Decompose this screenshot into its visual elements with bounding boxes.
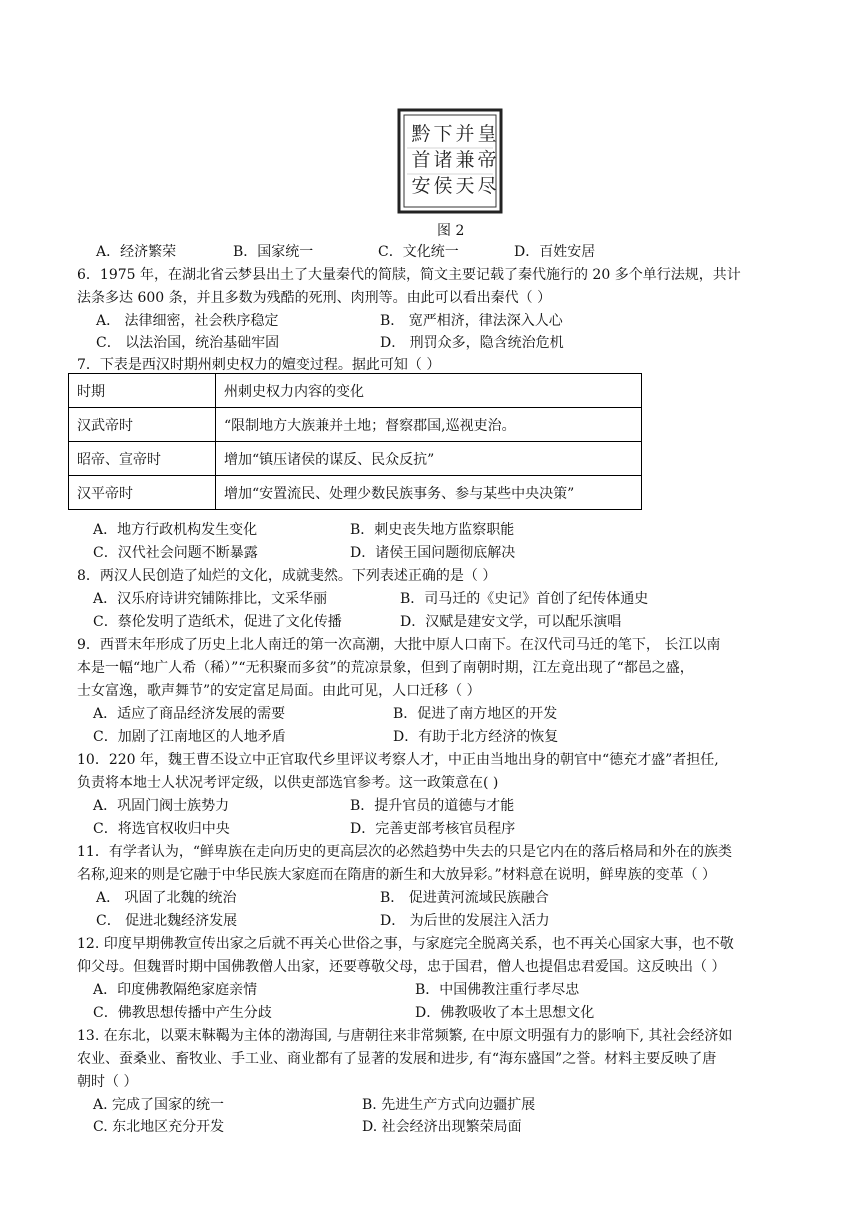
q12-option-c[interactable]: C．佛教思想传播中产生分歧	[93, 1005, 272, 1021]
q13-stem-line-3: 朝时（ ）	[77, 1074, 138, 1090]
q11-option-b[interactable]: B． 促进黄河流域民族融合	[380, 890, 549, 906]
table-cell: 州刺史权力内容的变化	[216, 374, 642, 408]
q12-stem-line-1: 12. 印度早期佛教宣传出家之后就不再关心世俗之事，与家庭完全脱离关系，也不再关心国家大事，也不敬	[77, 936, 734, 952]
table-row	[69, 408, 642, 442]
q12-option-b[interactable]: B．中国佛教注重行孝尽忠	[415, 982, 580, 998]
q7-stem: 7．下表是西汉时期州刺史权力的嬗变过程。据此可知（ ）	[77, 357, 441, 373]
q6-option-b[interactable]: B． 宽严相济，律法深入人心	[380, 313, 563, 329]
q5-option-d[interactable]: D．百姓安居	[514, 244, 596, 260]
q10-option-c[interactable]: C．将选官权收归中央	[93, 821, 230, 837]
q5-option-a[interactable]: A．经济繁荣	[96, 244, 177, 260]
q6-option-a[interactable]: A． 法律细密，社会秩序稳定	[96, 313, 279, 329]
q8-option-a[interactable]: A．汉乐府诗讲究铺陈排比，文采华丽	[93, 591, 328, 607]
q6-option-d[interactable]: D． 刑罚众多，隐含统治危机	[380, 335, 564, 351]
q13-option-a[interactable]: A. 完成了国家的统一	[93, 1097, 225, 1113]
q9-option-a[interactable]: A．适应了商品经济发展的需要	[93, 706, 286, 722]
q10-stem-line-2: 负责将本地士人状况考评定级，以供吏部选官参考。这一政策意在( )	[77, 775, 499, 791]
svg-text:安: 安	[411, 175, 431, 197]
table-cell: “限制地方大族兼并土地；督察郡国,巡视吏治。	[216, 408, 642, 442]
q7-table	[68, 373, 642, 510]
q11-option-d[interactable]: D． 为后世的发展注入活力	[380, 913, 550, 929]
q9-option-c[interactable]: C．加剧了江南地区的人地矛盾	[93, 729, 286, 745]
table-cell: 时期	[69, 374, 216, 408]
q10-stem-line-1: 10．220 年，魏王曹丕设立中正官取代乡里评议考察人才，中正由当地出身的朝官中“德充才盛”者担任,	[77, 752, 719, 768]
table-row	[69, 374, 642, 408]
seal-image	[397, 108, 503, 214]
q9-stem-line-3: 士女富逸，歌声舞节”的安定富足局面。由此可见，人口迁移（ ）	[77, 683, 481, 699]
table-cell: 汉武帝时	[69, 408, 216, 442]
svg-text:尽: 尽	[477, 175, 497, 197]
q6-option-c[interactable]: C． 以法治国，统治基础牢固	[96, 335, 280, 351]
table-cell: 增加“安置流民、处理少数民族事务、参与某些中央决策”	[216, 476, 642, 510]
svg-text:并: 并	[455, 123, 475, 145]
q10-option-b[interactable]: B．提升官员的道德与才能	[350, 798, 515, 814]
q8-stem: 8．两汉人民创造了灿烂的文化，成就斐然。下列表述正确的是（ ）	[77, 568, 497, 584]
svg-text:首: 首	[411, 149, 431, 171]
table-row	[69, 442, 642, 476]
svg-text:帝: 帝	[477, 149, 497, 171]
table-cell: 汉平帝时	[69, 476, 216, 510]
svg-text:天: 天	[455, 175, 475, 197]
svg-text:兼: 兼	[455, 149, 475, 171]
q13-stem-line-1: 13. 在东北，以粟末靺鞨为主体的渤海国, 与唐朝往来非常频繁, 在中原文明强有力的影响下, 其社会经济如	[77, 1028, 733, 1044]
q5-option-c[interactable]: C．文化统一	[378, 244, 459, 260]
svg-text:皇: 皇	[477, 123, 497, 145]
q10-option-d[interactable]: D．完善吏部考核官员程序	[350, 821, 516, 837]
q6-stem-line-1: 6．1975 年，在湖北省云梦县出土了大量秦代的简牍，简文主要记载了秦代施行的 20 多个单行法规，共计	[77, 267, 741, 283]
q7-option-b[interactable]: B．刺史丧失地方监察职能	[350, 522, 515, 538]
table-cell: 增加“镇压诸侯的谋反、民众反抗”	[216, 442, 642, 476]
table-cell: 昭帝、宣帝时	[69, 442, 216, 476]
q7-option-c[interactable]: C．汉代社会问题不断暴露	[93, 545, 258, 561]
q10-option-a[interactable]: A．巩固门阀士族势力	[93, 798, 230, 814]
q5-option-b[interactable]: B．国家统一	[233, 244, 314, 260]
q12-stem-line-2: 仰父母。但魏晋时期中国佛教僧人出家，还要尊敬父母，忠于国君，僧人也提倡忠君爱国。这反映出（ ）	[77, 959, 726, 975]
q12-option-d[interactable]: D．佛教吸收了本土思想文化	[415, 1005, 595, 1021]
q7-option-d[interactable]: D．诸侯王国问题彻底解决	[350, 545, 516, 561]
svg-text:下: 下	[433, 123, 453, 145]
table-row	[69, 476, 642, 510]
svg-text:侯: 侯	[433, 175, 453, 197]
q13-option-d[interactable]: D. 社会经济出现繁荣局面	[362, 1119, 522, 1135]
q8-option-b[interactable]: B．司马迁的《史记》首创了纪传体通史	[400, 591, 649, 607]
q9-stem-line-1: 9．西晋末年形成了历史上北人南迁的第一次高潮，大批中原人口南下。在汉代司马迁的笔下， 长江以南	[77, 637, 721, 653]
q6-stem-line-2: 法条多达 600 条，并且多数为残酷的死刑、肉刑等。由此可以看出秦代（ ）	[77, 290, 552, 306]
q7-option-a[interactable]: A．地方行政机构发生变化	[93, 522, 258, 538]
q8-option-d[interactable]: D．汉赋是建安文学，可以配乐演唱	[400, 614, 622, 630]
q11-stem-line-2: 名称,迎来的则是它融于中华民族大家庭而在隋唐的新生和大放异彩。”材料意在说明，鲜卑族的变革（ ）	[77, 867, 717, 883]
q13-stem-line-2: 农业、蚕桑业、畜牧业、手工业、商业都有了显著的发展和进步, 有“海东盛国”之誉。材料主要反映了唐	[77, 1051, 717, 1067]
q12-option-a[interactable]: A．印度佛教隔绝家庭亲情	[93, 982, 258, 998]
q8-option-c[interactable]: C．蔡伦发明了造纸术，促进了文化传播	[93, 614, 342, 630]
q13-option-c[interactable]: C. 东北地区充分开发	[93, 1119, 225, 1135]
q11-option-a[interactable]: A． 巩固了北魏的统治	[96, 890, 237, 906]
q11-stem-line-1: 11．有学者认为，“鲜卑族在走向历史的更高层次的必然趋势中失去的只是它内在的落后格局和外在的族类	[77, 844, 732, 860]
figure-caption: 图 2	[437, 223, 465, 239]
q11-option-c[interactable]: C． 促进北魏经济发展	[96, 913, 238, 929]
q9-stem-line-2: 本是一幅“地广人希（稀）”“无积聚而多贫”的荒凉景象，但到了南朝时期，江左竟出现了“都邑之盛，	[77, 660, 694, 676]
svg-text:诸: 诸	[433, 149, 453, 171]
q9-option-d[interactable]: D．有助于北方经济的恢复	[393, 729, 559, 745]
svg-text:黔: 黔	[411, 123, 431, 145]
q9-option-b[interactable]: B．促进了南方地区的开发	[393, 706, 558, 722]
q13-option-b[interactable]: B. 先进生产方式向边疆扩展	[362, 1097, 536, 1113]
